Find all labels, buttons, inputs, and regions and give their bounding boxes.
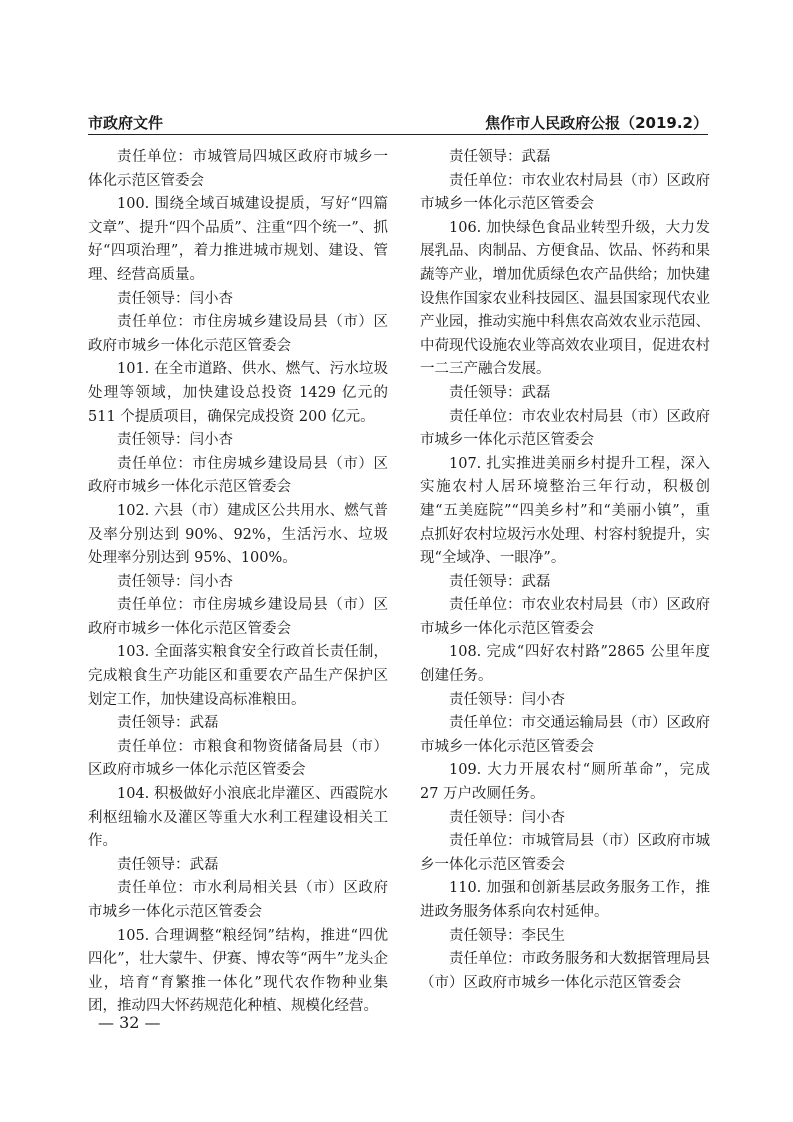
- paragraph: 责任单位：市农业农村局县（市）区政府市城乡一体化示范区管委会: [420, 597, 710, 637]
- header-section-title: 市政府文件: [88, 114, 164, 132]
- paragraph: 108. 完成“四好农村路”2865 公里年度创建任务。: [420, 644, 710, 685]
- header-publication-title: 焦作市人民政府公报（2019.2）: [485, 114, 708, 132]
- paragraph: 105. 合理调整“粮经饲”结构，推进“四优四化”，壮大蒙牛、伊赛、博农等“两牛”龙头企业，培育“育繁推一体化”现代农作物种业集团，推动四大怀药规范化种植、规模化经营。: [88, 927, 388, 1015]
- paragraph: 责任单位：市水利局相关县（市）区政府市城乡一体化示范区管委会: [88, 880, 388, 920]
- paragraph: 责任领导：武磊: [449, 149, 551, 165]
- page-header: [88, 112, 708, 135]
- paragraph: 102. 六县（市）建成区公共用水、燃气普及率分别达到 90%、92%，生活污水、垃圾处理率分别达到 95%、100%。: [88, 502, 388, 567]
- paragraph: 责任领导：闫小杏: [117, 290, 233, 307]
- paragraph: 责任单位：市住房城乡建设局县（市）区政府市城乡一体化示范区管委会: [88, 455, 388, 496]
- paragraph: 责任领导：武磊: [449, 384, 551, 401]
- paragraph: 责任单位：市住房城乡建设局县（市）区政府市城乡一体化示范区管委会: [88, 314, 388, 354]
- paragraph: 责任单位：市交通运输局县（市）区政府市城乡一体化示范区管委会: [420, 715, 710, 755]
- paragraph: 责任领导：闫小杏: [117, 573, 233, 590]
- paragraph: 责任领导：闫小杏: [449, 691, 565, 708]
- paragraph: 责任领导：李民生: [449, 927, 565, 944]
- paragraph: 责任单位：市农业农村局县（市）区政府市城乡一体化示范区管委会: [420, 172, 710, 213]
- paragraph: 责任单位：市农业农村局县（市）区政府市城乡一体化示范区管委会: [420, 408, 710, 449]
- paragraph: 责任领导：武磊: [117, 856, 219, 873]
- paragraph: 责任单位：市住房城乡建设局县（市）区政府市城乡一体化示范区管委会: [88, 597, 388, 637]
- paragraph: 104. 积极做好小浪底北岸灌区、西霞院水利枢纽输水及灌区等重大水利工程建设相关工作。: [88, 786, 388, 850]
- paragraph: 责任单位：市粮食和物资储备局县（市）区政府市城乡一体化示范区管委会: [88, 738, 388, 779]
- paragraph: 106. 加快绿色食品业转型升级，大力发展乳品、肉制品、方便食品、饮品、怀药和果蔬等产业，增加优质绿色农产品供给；加快建设焦作国家农业科技园区、温县国家现代农业产业园，推动实施中科焦农高效农业示范园、中荷现代设施农业等高效农业项目，促进农村一二三产融合发展。: [420, 219, 710, 378]
- paragraph: 109. 大力开展农村“厕所革命”，完成 27 万户改厕任务。: [420, 762, 710, 803]
- paragraph: 103. 全面落实粮食安全行政首长责任制，完成粮食生产功能区和重要农产品生产保护区划定工作，加快建设高标准粮田。: [88, 644, 388, 708]
- paragraph: 责任领导：闫小杏: [117, 432, 233, 449]
- right-column: [420, 146, 710, 995]
- paragraph: 100. 围绕全域百城建设提质，写好“四篇文章”、提升“四个品质”、注重“四个统一”、抓好“四项治理”，着力推进城市规划、建设、管理、经营高质量。: [88, 196, 388, 283]
- paragraph: 责任领导：武磊: [117, 715, 219, 732]
- paragraph: 责任单位：市政务服务和大数据管理局县（市）区政府市城乡一体化示范区管委会: [420, 951, 710, 991]
- paragraph: 107. 扎实推进美丽乡村提升工程，深入实施农村人居环境整治三年行动，积极创建“五美庭院”“四美乡村”和“美丽小镇”，重点抓好农村垃圾污水处理、村容村貌提升，实现“全域净、一眼净”。: [420, 455, 710, 567]
- page-number: — 32 —: [98, 1013, 161, 1032]
- left-column: [88, 146, 388, 1019]
- paragraph: 责任领导：武磊: [449, 573, 551, 590]
- paragraph: 责任单位：市城管局县（市）区政府市城乡一体化示范区管委会: [420, 833, 710, 873]
- paragraph: 110. 加强和创新基层政务服务工作，推进政务服务体系向农村延伸。: [420, 880, 710, 920]
- paragraph: 责任领导：闫小杏: [449, 809, 565, 826]
- paragraph: 责任单位：市城管局四城区政府市城乡一体化示范区管委会: [88, 149, 388, 189]
- paragraph: 101. 在全市道路、供水、燃气、污水垃圾处理等领域，加快建设总投资 1429 亿元的 511 个提质项目，确保完成投资 200 亿元。: [88, 361, 388, 425]
